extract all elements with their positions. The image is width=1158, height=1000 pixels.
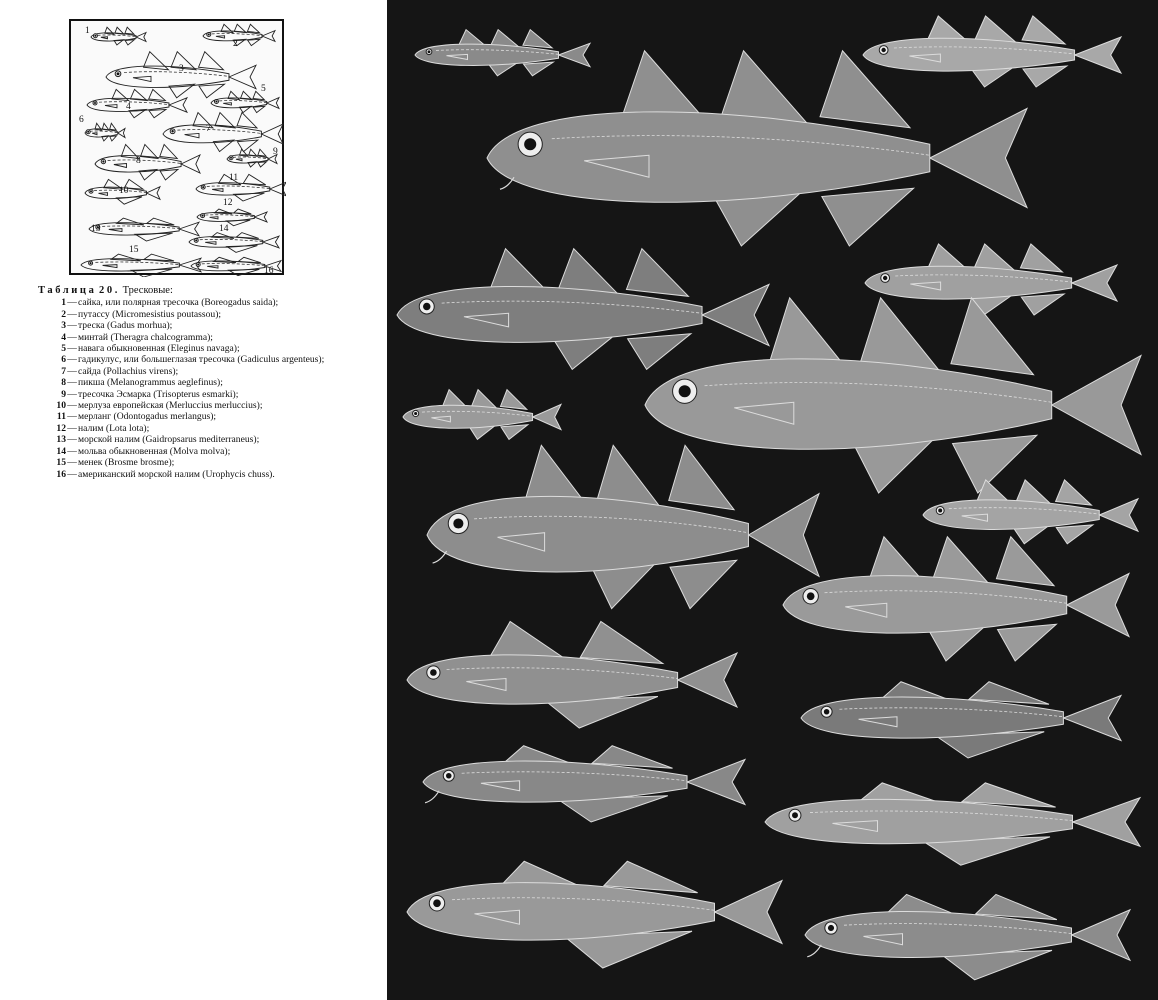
species-number: 11 [56,411,66,423]
species-row [38,469,368,480]
dash: — [67,445,77,457]
fish-body [863,38,1075,71]
dash: — [67,308,77,320]
dash: — [67,468,77,480]
dash: — [67,354,77,366]
lateral-line [177,130,261,134]
tail-fin [1052,356,1141,455]
tail-fin [687,760,745,805]
fish-illustration [407,622,737,729]
tail-fin [748,494,819,577]
key-number-label: 2 [233,39,238,49]
key-number-label: 3 [179,64,184,74]
pectoral-fin [105,105,117,108]
pupil [195,239,197,241]
fish-illustration [805,894,1130,979]
anal-fin [524,62,554,76]
fish-illustration [863,16,1121,87]
fish-body [865,266,1072,299]
anal-fin [160,170,178,181]
dash: — [67,457,77,469]
key-number-label: 5 [261,84,266,94]
pupil [94,102,96,104]
anal-fin [1021,294,1064,315]
pupil [90,262,92,264]
fish-body [645,359,1052,449]
species-name: налим (Lota lota); [78,422,150,434]
key-number-label: 4 [126,102,131,112]
fish-body [397,286,702,342]
species-name: треска (Gadus morhua); [78,320,173,332]
species-number: 4 [61,331,66,343]
pupil [430,669,437,676]
species-row [38,354,368,365]
dorsal-fin [243,174,266,185]
lateral-line [202,264,265,266]
lateral-line [98,35,137,37]
dorsal-fin [149,89,166,100]
fish-body [403,405,533,428]
tail-fin [118,129,125,138]
species-number: 12 [56,422,66,434]
chin-barbel [425,791,439,803]
pupil [679,385,691,397]
species-row [38,411,368,422]
dash: — [67,377,77,389]
pectoral-fin [133,76,151,81]
fish-illustration [427,445,819,608]
lateral-line [95,262,179,265]
pupil [215,101,217,103]
pupil [423,303,430,310]
pectoral-fin [92,133,97,135]
fish-illustration [407,861,782,968]
dash: — [67,400,77,412]
fish-illustration [397,249,769,370]
species-number: 10 [56,400,66,412]
lateral-line [212,34,262,36]
anal-fin [248,39,260,45]
species-row [38,457,368,468]
pupil [87,131,89,133]
anal-fin [822,188,914,246]
dorsal-fin [110,123,117,130]
table-number: 20. [99,285,120,296]
species-number: 7 [61,365,66,377]
lateral-line [219,101,267,103]
pupil [828,925,834,931]
lateral-line [233,157,268,159]
dash: — [67,422,77,434]
pupil [428,50,431,53]
dorsal-fin [214,257,237,262]
pupil [881,48,885,52]
pupil [792,812,798,818]
dorsal-fin [215,209,233,214]
tail-fin [930,109,1027,208]
dash: — [67,365,77,377]
fish-body [783,576,1067,634]
key-number-label: 12 [223,198,233,208]
dorsal-fin [626,249,688,297]
tail-fin [1099,499,1138,531]
species-number: 8 [61,377,66,389]
pectoral-fin [216,36,225,38]
pectoral-fin [205,242,216,245]
dorsal-fin [111,254,141,261]
species-number: 9 [61,388,66,400]
fish-illustration [801,682,1121,758]
dorsal-fin [237,113,257,128]
fish-illustration [403,390,561,440]
dash: — [67,411,77,423]
anal-fin [125,40,134,45]
pectoral-fin [210,217,218,219]
species-row [38,434,368,445]
pectoral-fin [99,193,108,196]
key-fish-outline [85,123,125,141]
anal-fin [199,84,225,98]
tail-fin [181,155,200,173]
key-fish-outline [211,91,279,112]
pupil [208,34,210,36]
species-number: 16 [56,468,66,480]
anal-fin [628,334,691,370]
key-number-label: 11 [229,173,239,183]
fish-illustration [783,537,1129,661]
pectoral-fin [109,229,122,232]
pupil [102,160,104,162]
tail-fin [267,98,279,109]
tail-fin [136,33,146,42]
pupil [433,899,441,907]
dorsal-fin [117,218,145,225]
dorsal-fin [1022,16,1065,44]
pupil [414,412,417,415]
fish-body [407,883,715,941]
species-name: пикша (Melanogrammus aeglefinus); [78,377,223,389]
tail-fin [1063,696,1121,741]
species-name: путассу (Micromesistius poutassou); [78,308,222,320]
anal-fin [253,106,265,112]
anal-fin [501,425,528,440]
dorsal-fin [112,89,129,100]
species-number: 15 [56,457,66,469]
species-row [38,343,368,354]
tail-fin [559,43,591,66]
pectoral-fin [223,103,231,105]
pectoral-fin [236,159,242,161]
fish-body [427,496,748,572]
dash: — [67,297,77,309]
species-row [38,309,368,320]
key-fish-outline [95,145,200,181]
dorsal-fin [125,27,134,34]
species-name: сайка, или полярная тресочка (Boreogadus saida); [78,297,279,309]
pupil [453,518,463,528]
anal-fin [149,109,166,117]
dash: — [67,434,77,446]
species-row [38,297,368,308]
tail-fin [262,31,275,42]
dash: — [67,343,77,355]
species-name: минтай (Theragra chalcogramma); [78,331,213,343]
key-fish-outline [81,254,201,277]
species-name: морской налим (Gaidropsarus mediterraneus); [78,434,260,446]
pectoral-fin [207,266,218,268]
chin-barbel [807,945,821,957]
species-name: гадикулус, или большеглазая тресочка (Gadiculus argenteus); [78,354,325,366]
caption-title [38,285,368,296]
key-fish-outline [87,89,187,117]
fish-illustration [923,480,1138,544]
fish-body [805,911,1072,957]
key-number-label: 9 [273,147,278,157]
dorsal-fin [258,149,266,156]
fish-illustration [645,298,1141,493]
pectoral-fin [185,133,199,137]
fish-body [415,44,559,65]
pupil [117,72,120,75]
species-number: 1 [61,297,66,309]
lateral-line [124,72,229,77]
species-name: мольва обыкновенная (Molva molva); [78,445,231,457]
tail-fin [263,236,279,248]
species-name: менек (Brosme brosme); [78,457,175,469]
lateral-line [207,186,270,189]
tail-fin [702,284,769,345]
fish-body [765,799,1073,843]
fish-plate [387,0,1158,1000]
key-fish-outline [163,113,283,152]
pectoral-fin [103,265,117,268]
tail-fin [270,182,286,196]
species-row [38,332,368,343]
species-number: 5 [61,343,66,355]
pectoral-fin [101,37,108,39]
anal-fin [237,140,257,152]
species-name: навага обыкновенная (Eleginus navaga); [78,343,240,355]
tail-fin [254,212,267,222]
dash: — [67,320,77,332]
species-name: сайда (Pollachius virens); [78,365,179,377]
pupil [197,264,199,266]
dorsal-fin [996,537,1054,586]
lateral-line [200,239,263,241]
species-name: тресочка Эсмарка (Trisopterus esmarki); [78,388,239,400]
table-heading: Тресковые: [122,285,173,296]
species-row [38,389,368,400]
anal-fin [1056,525,1093,544]
species-row [38,366,368,377]
anal-fin [258,162,267,167]
fish-body [487,112,930,202]
dorsal-fin [580,622,663,664]
pupil [824,709,830,715]
fish-illustration [765,783,1140,865]
key-number-label: 13 [91,224,101,234]
fish-body [407,655,678,704]
lateral-line [205,215,254,217]
species-name: американский морской налим (Urophycis chuss). [78,468,275,480]
key-number-label: 8 [136,156,141,166]
species-row [38,377,368,388]
pupil [524,138,536,150]
species-row [38,320,368,331]
tail-fin [147,187,161,200]
dorsal-fin [199,52,224,70]
species-name: мерлуза европейская (Merluccius merluccius); [78,400,263,412]
species-row [38,400,368,411]
pupil [230,157,232,159]
tail-fin [533,404,561,429]
key-number-label: 1 [85,26,90,36]
key-number-label: 16 [264,266,274,276]
key-fish-outline [91,27,146,45]
pupil [90,190,92,192]
key-number-label: 6 [79,115,84,125]
species-number: 13 [56,434,66,446]
dorsal-fin [144,52,169,70]
dorsal-fin [1056,480,1092,505]
anal-fin [110,136,117,141]
dorsal-fin [523,30,552,48]
fish-illustration [423,746,745,822]
species-name: мерланг (Odontogadus merlangus); [78,411,217,423]
key-diagram [69,19,284,275]
pectoral-fin [212,189,223,192]
pupil [94,35,96,37]
key-fish-outline [89,218,199,241]
key-fish-outline [106,52,256,98]
pupil [938,509,942,513]
species-row [38,446,368,457]
pupil [171,130,173,132]
key-fish-outline [196,174,286,201]
dorsal-fin [160,145,178,159]
dash: — [67,388,77,400]
species-number: 2 [61,308,66,320]
key-fish-outline [197,209,267,226]
tail-fin [179,222,199,236]
fish-illustrations [387,0,1158,1000]
species-number: 6 [61,354,66,366]
species-number: 3 [61,320,66,332]
tail-fin [261,124,283,144]
pupil [202,215,204,217]
tail-fin [1072,265,1117,301]
tail-fin [1073,798,1141,847]
species-number: 14 [56,445,66,457]
lateral-line [108,160,182,164]
key-fish-outline [203,24,275,45]
tail-fin [169,98,187,112]
fish-illustration [487,51,1027,246]
tail-fin [229,65,256,88]
table-label: Таблица [38,285,97,296]
lateral-line [102,226,179,229]
pupil [807,592,815,600]
tail-fin [1067,574,1129,637]
pupil [446,773,452,779]
key-number-label: 7 [206,124,211,134]
fish-illustration [415,30,590,76]
fish-body [923,500,1099,530]
key-fish-outline [227,149,277,167]
pectoral-fin [114,164,127,168]
species-list [38,297,368,480]
dash: — [67,331,77,343]
key-number-label: 15 [129,245,139,255]
tail-fin [1075,37,1121,73]
pupil [202,186,204,188]
dorsal-fin [500,390,526,410]
tail-fin [678,653,737,707]
key-number-label: 10 [119,186,129,196]
key-outline-drawings [71,21,286,277]
anal-fin [998,624,1057,661]
species-row [38,423,368,434]
dorsal-fin [247,24,259,32]
key-fish-outline [189,233,279,253]
key-number-label: 14 [219,224,229,234]
dorsal-fin [1020,244,1062,272]
dorsal-fin [669,445,734,509]
tail-fin [715,881,783,944]
anal-fin [1023,66,1067,87]
lateral-line [99,102,169,105]
lateral-line [90,131,118,133]
caption [38,285,368,480]
tail-fin [1072,910,1131,960]
fish-illustration [865,244,1117,315]
anal-fin [670,560,737,608]
pupil [883,276,887,280]
